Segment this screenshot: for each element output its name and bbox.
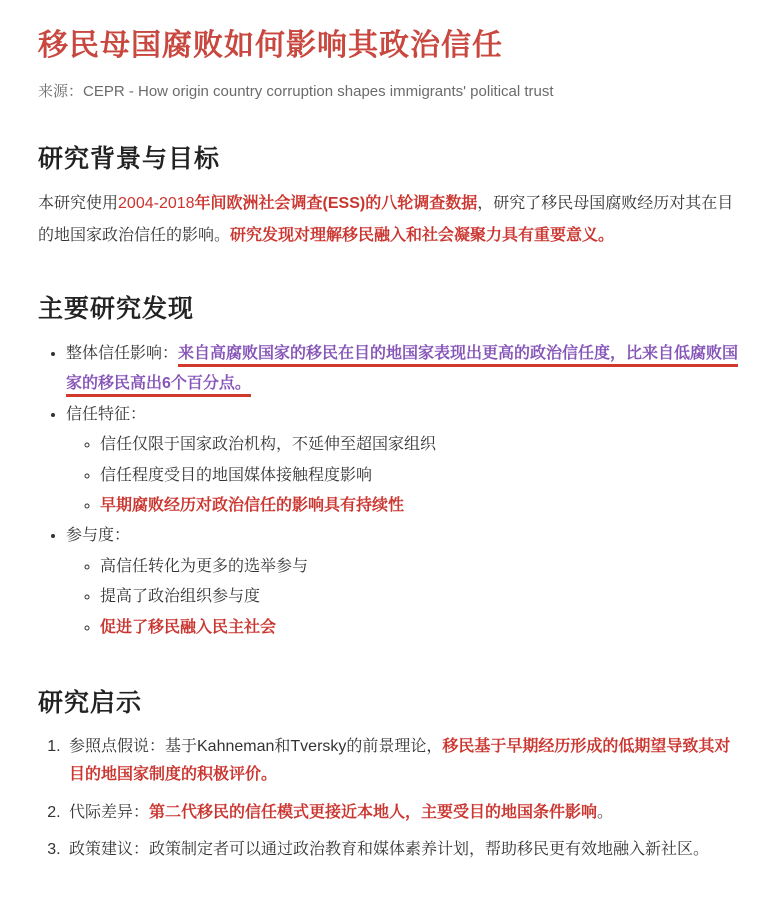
sub-list [66,552,746,643]
list-item [65,836,746,864]
sub-list-item [100,461,746,491]
sub-list-item [100,613,746,643]
text-run: ，研究了移民母国腐败经历对其在目的地国家政治信任的影响。 [38,195,734,244]
text-run: 提高了政治组织参与度 [100,588,261,606]
text-run: 高信任转化为更多的选举参与 [100,557,309,575]
text-run: 早期腐败经历对政治信任的影响具有持续性 [100,496,405,514]
sub-list-item [100,491,746,521]
text-run: 移民基于早期经历形成的低期望导致其对目的地国家制度的积极评价。 [69,737,731,784]
text-run: 信任程度受目的地国媒体接触程度影响 [100,466,373,484]
list-item [66,339,746,400]
list-item [65,733,746,790]
sub-list-item [100,430,746,460]
findings-list [38,339,746,643]
text-run: 来自高腐败国家的移民在目的地国家表现出更高的政治信任度，比来自低腐败国家的移民高出6个百分点。 [66,345,738,397]
list-item [66,521,746,643]
implications-list [38,733,746,865]
text-run: 。 [597,803,614,821]
text-run: 信任仅限于国家政治机构，不延伸至超国家组织 [100,436,437,454]
sub-list [66,430,746,521]
section-heading-implications: 研究启示 [38,688,143,717]
list-item [66,400,746,522]
text-run: 促进了移民融入民主社会 [100,618,277,636]
text-run: 代际差异： [69,803,150,821]
list-item [65,799,746,827]
text-run: 信任特征： [66,405,147,423]
text-run: 整体信任影响： [66,345,179,362]
text-run: 参照点假说：基于Kahneman和Tversky的前景理论， [69,737,443,755]
page-title: 移民母国腐败如何影响其政治信任 [38,29,503,62]
sub-list-item [100,582,746,612]
text-run: 政策建议：政策制定者可以通过政治教育和媒体素养计划，帮助移民更有效地融入新社区。 [69,841,710,859]
text-run: 第二代移民的信任模式更接近本地人，主要受目的地国条件影响 [149,803,598,821]
text-run: 年间欧洲社会调查(ESS)的八轮调查数据 [194,195,478,212]
text-run: 参与度： [66,527,131,545]
section-heading-background: 研究背景与目标 [38,145,221,173]
source-line: 来源：CEPR - How origin country corruption shapes immigrants' political trust [38,83,554,100]
text-run: 2004-2018 [118,195,195,212]
sub-list-item [100,552,746,582]
background-paragraph [38,188,746,252]
text-run: 研究发现对理解移民融入和社会凝聚力具有重要意义。 [230,227,615,244]
section-heading-findings: 主要研究发现 [38,295,195,323]
text-run: 本研究使用 [38,195,119,212]
